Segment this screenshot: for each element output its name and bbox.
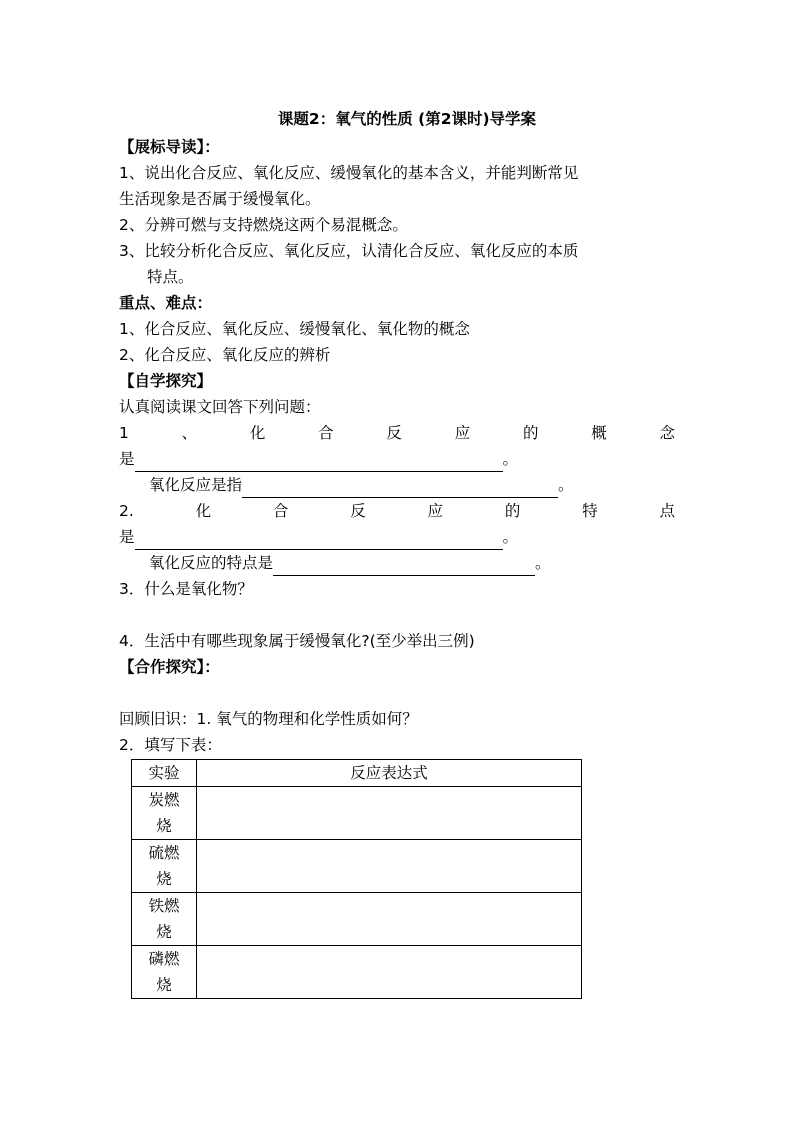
question-2-answer-line <box>119 524 675 550</box>
q2-char: 化 <box>195 502 212 520</box>
q2-suffix: 。 <box>502 528 519 546</box>
experiment-label: 铁燃 <box>148 897 180 915</box>
q1-char: 应 <box>454 424 471 442</box>
worksheet-content <box>119 104 675 758</box>
question-3: 3．什么是氧化物？ <box>119 580 253 598</box>
experiment-label: 烧 <box>156 870 172 888</box>
q1-char: 反 <box>386 424 402 442</box>
key-heading: 重点、难点： <box>119 294 213 312</box>
q2-char: 的 <box>504 502 521 520</box>
q2b-answer-blank[interactable] <box>273 557 535 576</box>
expression-cell[interactable] <box>197 893 582 946</box>
q1-char: 、 <box>181 424 198 442</box>
guide-item-1a: 1、说出化合反应、氧化反应、缓慢氧化的基本含义，并能判断常见 <box>119 164 579 182</box>
q2-char: 特 <box>582 502 598 520</box>
header-experiment: 实验 <box>132 760 197 787</box>
question-1-line <box>119 420 675 446</box>
table-row <box>132 946 582 999</box>
page-title: 课题2：氧气的性质 (第2课时)导学案 <box>277 110 537 128</box>
guide-item-3b: 特点。 <box>147 268 194 286</box>
q2-char: 反 <box>350 502 366 520</box>
expression-cell[interactable] <box>197 840 582 893</box>
question-2-line <box>119 498 675 524</box>
q1-suffix: 。 <box>502 450 519 468</box>
self-intro: 认真阅读课文回答下列问题： <box>119 398 321 416</box>
experiment-label: 烧 <box>156 976 172 994</box>
q1b-prefix: 氧化反应是指 <box>149 476 243 494</box>
guide-heading: 【展标导读】： <box>119 138 220 156</box>
q2b-suffix: 。 <box>535 554 551 572</box>
table-row <box>132 787 582 840</box>
self-heading: 【自学探究】 <box>119 372 213 390</box>
experiment-label: 烧 <box>156 923 172 941</box>
expression-cell[interactable] <box>197 946 582 999</box>
review-question: 回顾旧识：1. 氧气的物理和化学性质如何？ <box>119 710 418 728</box>
answer-space[interactable] <box>119 602 675 628</box>
q2-prefix: 是 <box>119 528 135 546</box>
question-2b-line <box>119 550 675 576</box>
reaction-table <box>131 759 582 999</box>
spacer <box>119 680 675 706</box>
experiment-label: 烧 <box>156 817 172 835</box>
table-row <box>132 893 582 946</box>
experiment-cell <box>132 840 197 893</box>
experiment-cell <box>132 893 197 946</box>
q2-answer-blank[interactable] <box>135 531 503 550</box>
q2b-prefix: 氧化反应的特点是 <box>149 554 274 572</box>
header-expression: 反应表达式 <box>197 760 582 787</box>
q1b-answer-blank[interactable] <box>242 479 558 498</box>
question-1b-line <box>119 472 675 498</box>
q1-char: 合 <box>318 424 334 442</box>
q1-char: 念 <box>659 424 675 442</box>
q1-answer-blank[interactable] <box>135 453 503 472</box>
experiment-cell <box>132 787 197 840</box>
q1-char: 1 <box>119 424 129 442</box>
question-1-answer-line <box>119 446 675 472</box>
q2-char: 合 <box>272 502 289 520</box>
q1-char: 化 <box>249 424 266 442</box>
fill-table-instruction: 2．填写下表： <box>119 736 222 754</box>
q2-char: 点 <box>659 502 675 520</box>
experiment-label: 炭燃 <box>148 791 180 809</box>
experiment-label: 磷燃 <box>148 950 180 968</box>
question-4: 4．生活中有哪些现象属于缓慢氧化?(至少举出三例) <box>119 632 475 650</box>
table-row <box>132 840 582 893</box>
q1b-suffix: 。 <box>558 476 574 494</box>
key-item-1: 1、化合反应、氧化反应、缓慢氧化、氧化物的概念 <box>119 320 470 338</box>
key-item-2: 2、化合反应、氧化反应的辨析 <box>119 346 331 364</box>
q2-char: 应 <box>427 502 444 520</box>
q1-char: 的 <box>522 424 539 442</box>
table-header-row <box>132 760 582 787</box>
experiment-label: 硫燃 <box>148 844 180 862</box>
q2-char: 2. <box>119 502 134 520</box>
expression-cell[interactable] <box>197 787 582 840</box>
q1-prefix: 是 <box>119 450 135 468</box>
coop-heading: 【合作探究】： <box>119 658 220 676</box>
q1-char: 概 <box>591 424 607 442</box>
guide-item-2: 2、分辨可燃与支持燃烧这两个易混概念。 <box>119 216 408 234</box>
guide-item-3a: 3、比较分析化合反应、氧化反应，认清化合反应、氧化反应的本质 <box>119 242 579 260</box>
experiment-cell <box>132 946 197 999</box>
guide-item-1b: 生活现象是否属于缓慢氧化。 <box>119 190 321 208</box>
